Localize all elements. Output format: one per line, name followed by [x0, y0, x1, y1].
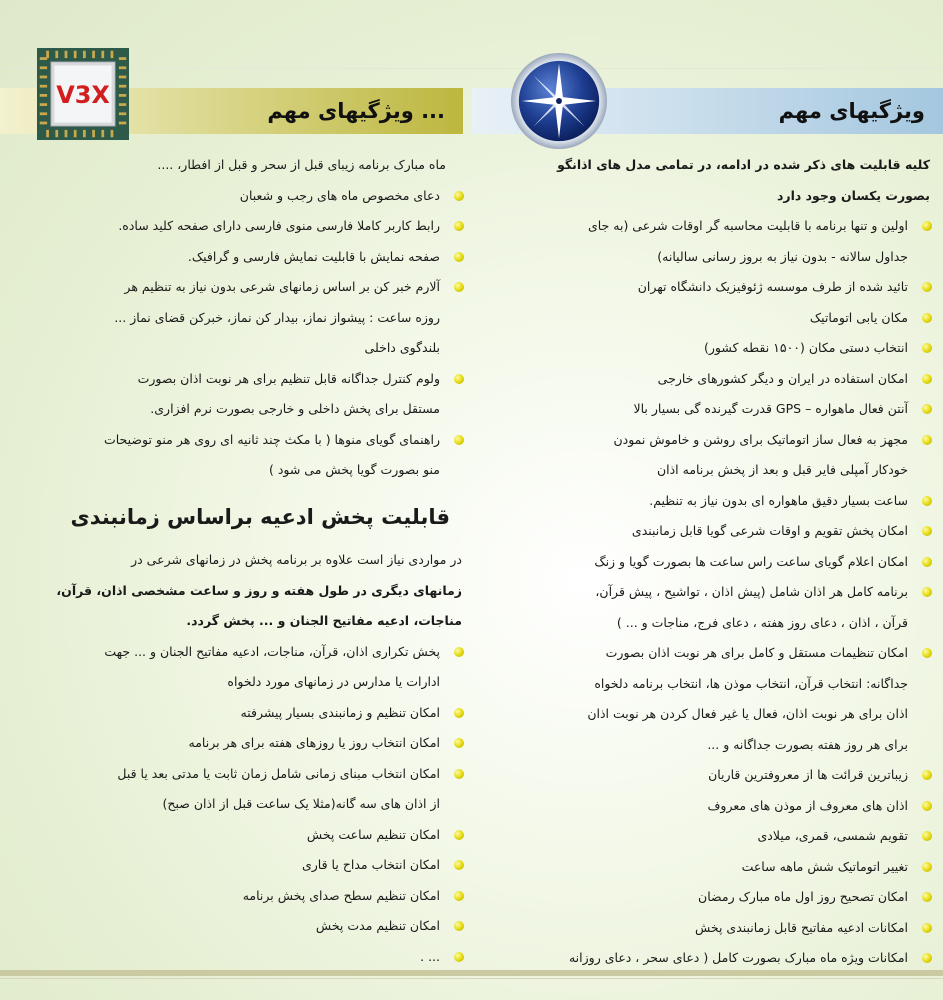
- feature-item: راهنمای گویای منوها ( با مکث چند ثانیه ای روی هر منو توضیحات: [10, 425, 462, 456]
- feature-item-continued: ادارات یا مدارس در زمانهای مورد دلخواه: [227, 674, 440, 689]
- feature-item: امکان تنظیم و زمانبندی بسیار پیشرفته: [10, 698, 462, 729]
- feature-item: امکانات ادعیه مفاتیح قابل زمانبندی پخش: [470, 913, 930, 944]
- feature-item: امکان تنظیم مدت پخش: [10, 911, 462, 942]
- top-divider: [0, 68, 943, 69]
- section-intro-line: مناجات، ادعیه مفاتیح الجنان و ... پخش گردد.: [186, 613, 462, 628]
- compass-icon: [510, 52, 608, 150]
- feature-item: تقویم شمسی، قمری، میلادی: [470, 821, 930, 852]
- feature-item: پخش تکراری اذان، قرآن، مناجات، ادعیه مفاتیح الجنان و ... جهت: [10, 637, 462, 668]
- feature-item: امکان پخش تقویم و اوقات شرعی گویا قابل زمانبندی: [470, 516, 930, 547]
- feature-item: امکان انتخاب روز یا روزهای هفته برای هر برنامه: [10, 728, 462, 759]
- feature-item-continued: جداول سالانه - بدون نیاز به بروز رسانی سالیانه): [657, 248, 908, 264]
- feature-item-continued: منو بصورت گویا پخش می شود ): [268, 462, 440, 477]
- chip-logo-icon: [37, 48, 129, 140]
- feature-item-continued: قرآن ، اذان ، دعای روز هفته ، دعای فرج، مناجات و ... ): [616, 614, 908, 630]
- feature-item: ولوم کنترل جداگانه قابل تنظیم برای هر نوبت اذان بصورت: [10, 364, 462, 395]
- feature-item: آلارم خبر کن بر اساس زمانهای شرعی بدون نیاز به تنظیم هر: [10, 272, 462, 303]
- feature-item: تغییر اتوماتیک شش ماهه ساعت: [470, 852, 930, 883]
- feature-item: امکان انتخاب مداح یا قاری: [10, 850, 462, 881]
- feature-item: ساعت بسیار دقیق ماهواره ای بدون نیاز به تنظیم.: [470, 486, 930, 517]
- section-title: قابلیت پخش ادعیه براساس زمانبندی: [70, 505, 450, 529]
- feature-item: ... .: [10, 942, 462, 973]
- feature-item: امکانات ویژه ماه مبارک بصورت کامل ( دعای سحر ، دعای روزانه: [470, 943, 930, 974]
- intro-line: بصورت یکسان وجود دارد: [776, 187, 930, 203]
- feature-item: امکان تصحیح روز اول ماه مبارک رمضان: [470, 882, 930, 913]
- feature-item: امکان اعلام گویای ساعت راس ساعت ها بصورت گویا و زنگ: [470, 547, 930, 578]
- feature-item: مجهز به فعال ساز اتوماتیک برای روشن و خاموش نمودن: [470, 425, 930, 456]
- feature-item-continued: ماه مبارک برنامه زیبای قبل از سحر و قبل از افطار، ....: [157, 157, 446, 172]
- feature-item-continued: خودکار آمپلی فایر قبل و بعد از پخش برنامه اذان: [656, 462, 908, 477]
- left-column: [10, 150, 462, 486]
- section-intro: [10, 545, 462, 637]
- feature-item: امکان انتخاب مبنای زمانی شامل زمان ثابت یا مدتی بعد یا قبل: [10, 759, 462, 790]
- feature-item: مکان یابی اتوماتیک: [470, 303, 930, 334]
- left-banner-title: ... ویژگیهای مهم: [267, 99, 445, 123]
- feature-item: رابط کاربر کاملا فارسی منوی فارسی دارای صفحه کلید ساده.: [10, 211, 462, 242]
- feature-item-continued: برای هر روز هفته بصورت جداگانه و ...: [707, 736, 908, 752]
- section-intro-line: در مواردی نیاز است علاوه بر برنامه پخش در زمانهای شرعی در: [131, 552, 462, 567]
- feature-item: امکان استفاده در ایران و دیگر کشورهای خارجی: [470, 364, 930, 395]
- feature-item: امکان تنظیم سطح صدای پخش برنامه: [10, 881, 462, 912]
- feature-item-continued: اذان برای هر نوبت اذان، فعال یا غیر فعال کردن هر نوبت اذان: [587, 706, 908, 721]
- feature-item: امکان تنظیم ساعت پخش: [10, 820, 462, 851]
- feature-item-continued: جداگانه: انتخاب قرآن، انتخاب موذن ها، انتخاب برنامه دلخواه: [594, 675, 908, 691]
- section-intro-line: زمانهای دیگری در طول هفته و روز و ساعت مشخصی اذان، قرآن،: [56, 582, 462, 598]
- bottom-divider: [0, 970, 943, 976]
- schedule-feature-list: [10, 637, 462, 973]
- feature-item-continued: بلندگوی داخلی: [364, 340, 440, 355]
- right-column: [470, 150, 930, 974]
- bottom-divider-thin: [0, 978, 943, 979]
- feature-item: تائید شده از طرف موسسه ژئوفیزیک دانشگاه تهران: [470, 272, 930, 303]
- feature-item: انتخاب دستی مکان (۱۵۰۰ نقطه کشور): [470, 333, 930, 364]
- feature-item: آنتن فعال ماهواره – GPS قدرت گیرنده گی بسیار بالا: [470, 394, 930, 425]
- feature-item-continued: مستقل برای پخش داخلی و خارجی بصورت نرم افزاری.: [150, 401, 440, 416]
- left-feature-list: [10, 150, 462, 486]
- feature-item: اذان های معروف از موذن های معروف: [470, 791, 930, 822]
- schedule-section: [10, 545, 462, 972]
- feature-item-continued: روزه ساعت : پیشواز نماز، بیدار کن نماز، خبرکن قضای نماز ...: [114, 309, 440, 325]
- feature-item-continued: از اذان های سه گانه(مثلا یک ساعت قبل از اذان صبح): [162, 796, 440, 811]
- right-banner-title: ویژگیهای مهم: [778, 99, 925, 123]
- intro-line: کلیه قابلیت های ذکر شده در ادامه، در تمامی مدل های اذانگو: [557, 157, 930, 172]
- feature-item: صفحه نمایش با قابلیت نمایش فارسی و گرافیک.: [10, 242, 462, 273]
- right-feature-list: [470, 211, 930, 974]
- feature-item: اولین و تنها برنامه با قابلیت محاسبه گر اوقات شرعی (به جای: [470, 211, 930, 242]
- feature-item: زیباترین قرائت ها از معروفترین قاریان: [470, 760, 930, 791]
- feature-item: برنامه کامل هر اذان شامل (پیش اذان ، تواشیح ، پیش قرآن،: [470, 577, 930, 608]
- feature-item: دعای مخصوص ماه های رجب و شعبان: [10, 181, 462, 212]
- svg-text:V3X: V3X: [56, 81, 110, 110]
- feature-item: امکان تنظیمات مستقل و کامل برای هر نوبت اذان بصورت: [470, 638, 930, 669]
